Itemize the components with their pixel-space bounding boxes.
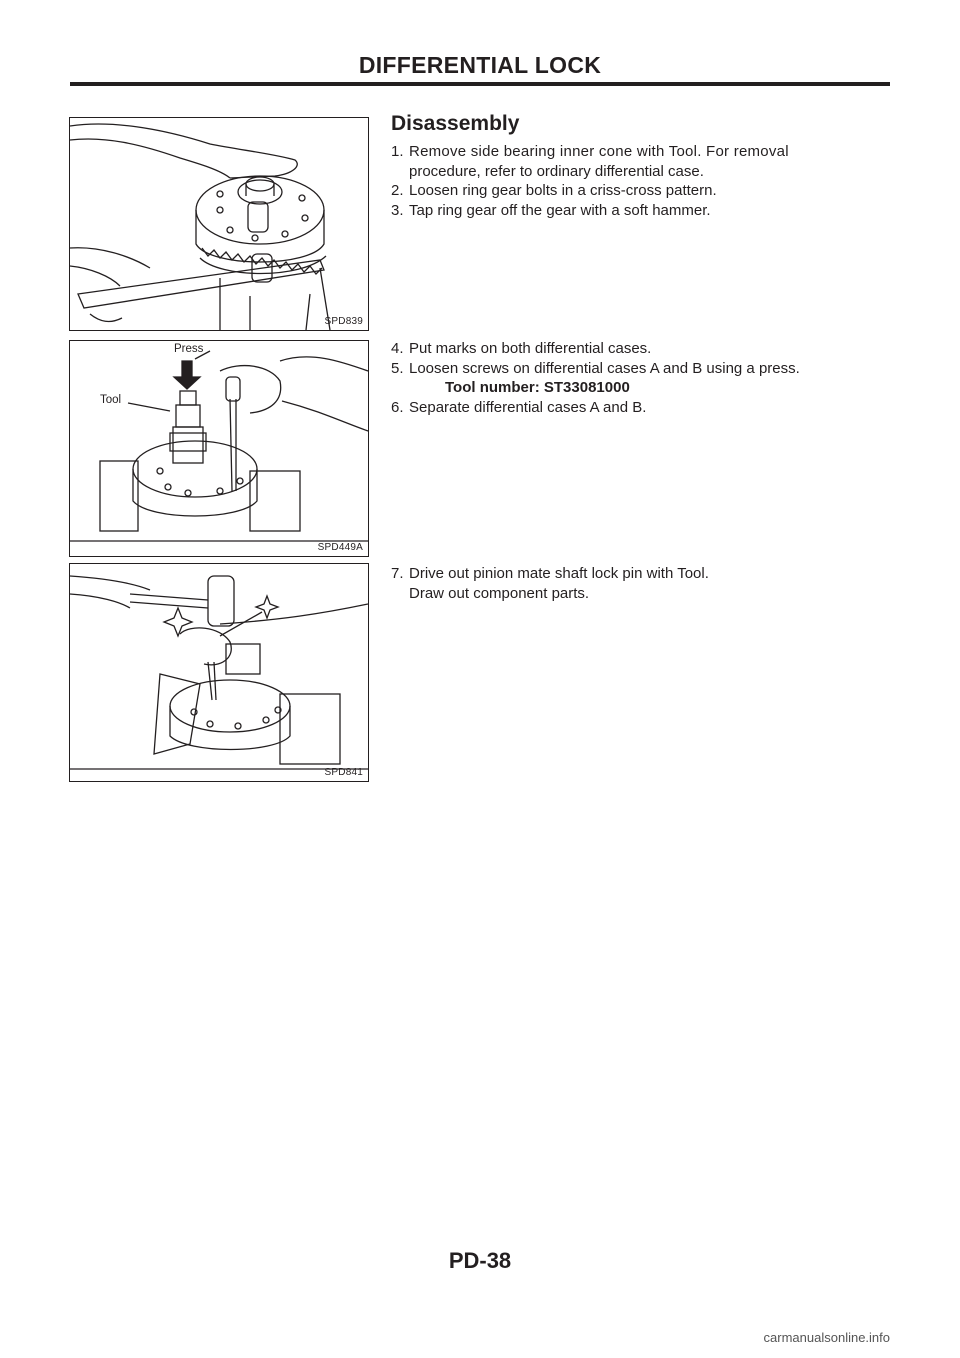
step-2	[391, 181, 889, 201]
step-number: 6.	[391, 398, 404, 416]
tool-label: Tool	[100, 394, 122, 406]
ring-gear-removal-illustration	[70, 118, 368, 330]
step-text: Put marks on both differential cases.	[409, 340, 652, 357]
step-text-continued: procedure, refer to ordinary differential case.	[409, 162, 704, 180]
step-number: 7.	[391, 565, 404, 582]
steps-group-2	[391, 339, 889, 417]
figure-code: SPD841	[324, 767, 363, 778]
step-text: Drive out pinion mate shaft lock pin with Tool.	[409, 565, 709, 582]
step-number: 2.	[391, 182, 404, 199]
step-text: Tap ring gear off the gear with a soft hammer.	[409, 201, 711, 219]
step-5	[391, 359, 889, 379]
step-text: Separate differential cases A and B.	[409, 398, 647, 416]
steps-group-1	[391, 142, 889, 220]
step-text: Remove side bearing inner cone with Tool. For removal	[409, 143, 789, 160]
step-text-continued: Draw out component parts.	[409, 584, 590, 602]
watermark: carmanualsonline.info	[763, 1330, 890, 1345]
figure-code: SPD839	[324, 316, 363, 327]
press-label: Press	[174, 343, 204, 355]
figure-code: SPD449A	[317, 542, 363, 553]
step-number: 1.	[391, 143, 404, 160]
section-title: Disassembly	[391, 112, 520, 135]
figure-spd839	[69, 117, 369, 331]
step-number: 4.	[391, 340, 404, 357]
lock-pin-removal-illustration	[70, 564, 368, 781]
step-6	[391, 398, 889, 418]
step-text: Loosen ring gear bolts in a criss-cross pattern.	[409, 182, 717, 199]
step-7	[391, 564, 889, 603]
step-text: Loosen screws on differential cases A and B using a press.	[409, 359, 800, 377]
page-header-title: DIFFERENTIAL LOCK	[358, 52, 602, 78]
step-number: 3.	[391, 201, 404, 219]
figure-spd449a	[69, 340, 369, 557]
press-tool-illustration	[70, 341, 368, 556]
step-3	[391, 201, 889, 221]
step-4	[391, 339, 889, 359]
steps-group-3	[391, 564, 889, 603]
step-number: 5.	[391, 359, 404, 377]
tool-number-note: Tool number: ST33081000	[445, 379, 630, 396]
figure-spd841	[69, 563, 369, 782]
step-1	[391, 142, 889, 181]
page-number: PD-38	[448, 1248, 512, 1273]
header-rule	[70, 82, 890, 86]
